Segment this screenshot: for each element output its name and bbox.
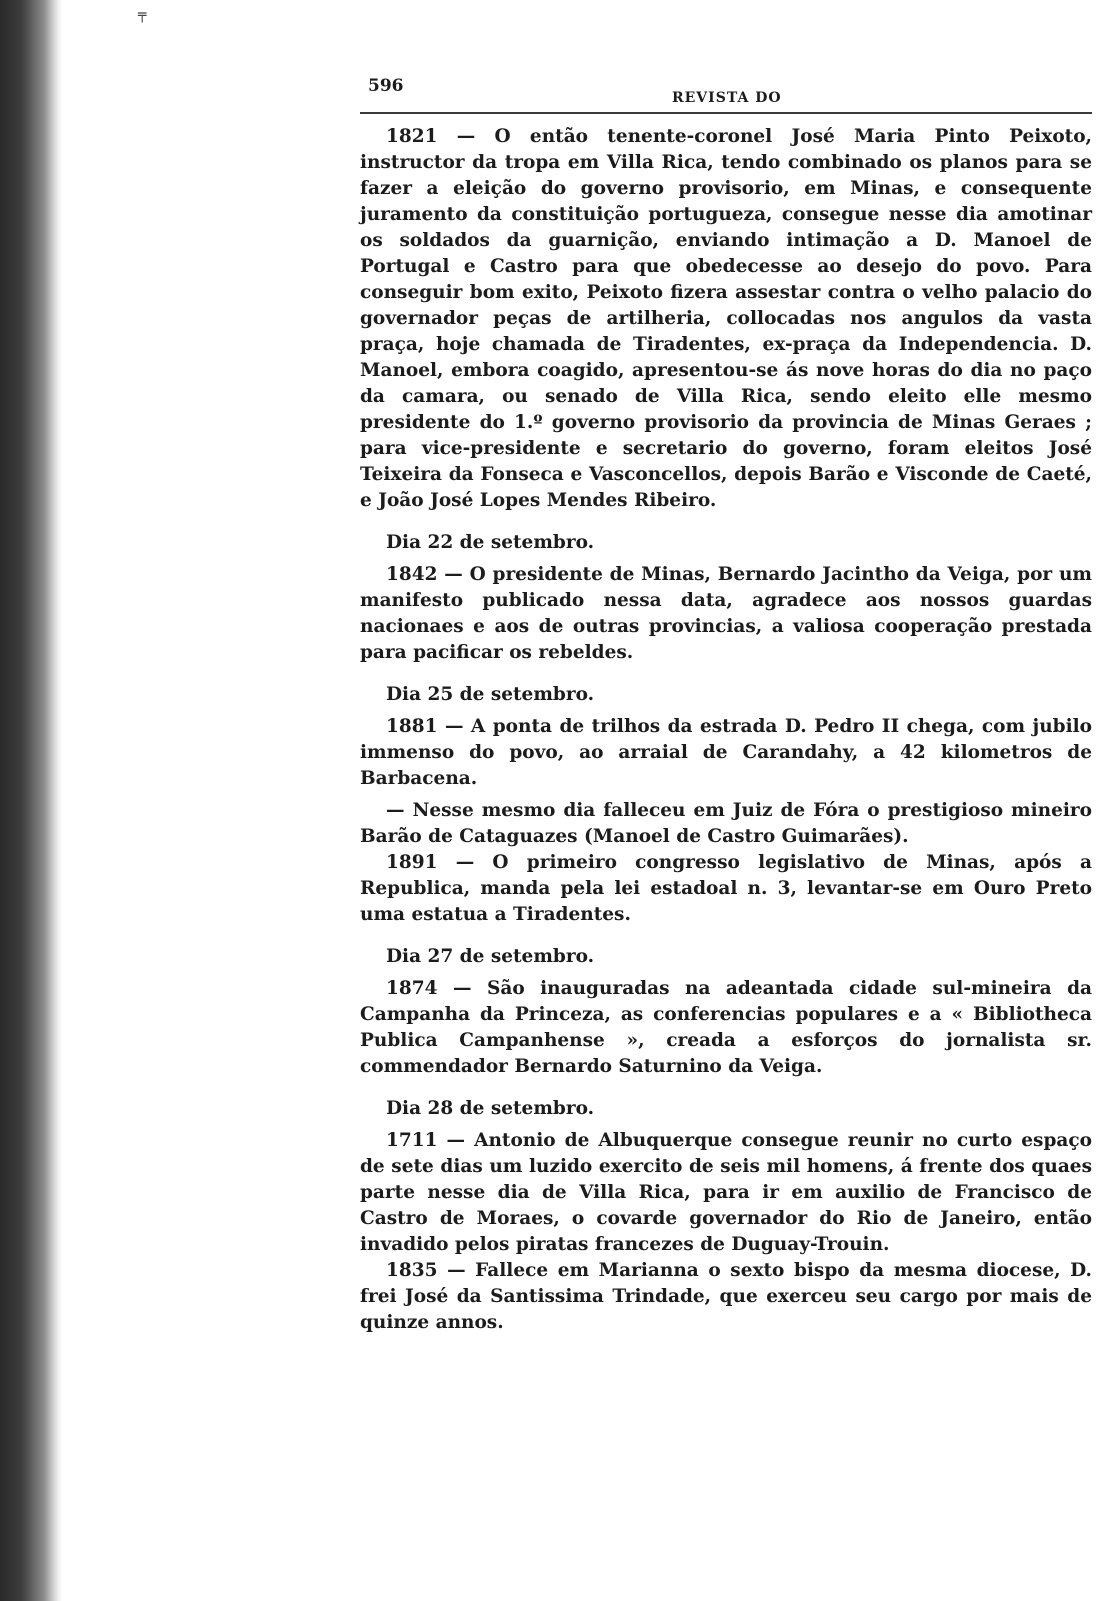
entry-1891: 1891 — O primeiro congresso legislativo de Minas, após a Republica, manda pela lei estadoal n. 3, levantar-se em Ouro Preto uma estatua a Tiradentes. xyxy=(360,852,1092,925)
entry-1842: 1842 — O presidente de Minas, Bernardo Jacintho da Veiga, por um manifesto publicado nessa data, agradece aos nossos guardas nacionaes e aos de outras provincias, a valiosa cooperação prestada para pacificar os rebeldes. xyxy=(360,564,1092,663)
book-binding-shadow xyxy=(0,0,62,1601)
date-heading-27: Dia 27 de setembro. xyxy=(386,946,595,967)
scan-mark: ╤ xyxy=(138,7,147,23)
entry-1821: 1821 — O então tenente-coronel José Maria Pinto Peixoto, instructor da tropa em Villa Rica, tendo combinado os planos para se fazer a eleição do governo provisorio, em Minas, e consequente juramento da constituição portugueza, consegue nesse dia amotinar os soldados da guarnição, enviando intimação a D. Manoel de Portugal e Castro para que obedecesse ao desejo do povo. Para conseguir bom exito, Peixoto fizera assestar contra o velho palacio do governador peças de artilheria, collocadas nos angulos da vasta praça, hoje chamada de Tiradentes, ex-praça da Independencia. D. Manoel, embora coagido, apresentou-se ás nove horas do dia no paço da camara, ou senado de Villa Rica, sendo eleito elle mesmo presidente do 1.º governo provisorio da provincia de Minas Geraes ; para vice-presidente e secretario do governo, foram eleitos José Teixeira da Fonseca e Vasconcellos, depois Barão e Visconde de Caeté, e João José Lopes Mendes Ribeiro. xyxy=(360,126,1092,511)
running-head: REVISTA DO xyxy=(672,90,782,106)
date-heading-25: Dia 25 de setembro. xyxy=(386,684,595,705)
page-header xyxy=(360,72,1092,114)
entry-1874: 1874 — São inauguradas na adeantada cidade sul-mineira da Campanha da Princeza, as conferencias populares e a « Bibliotheca Publica Campanhense », creada a esforços do jornalista sr. commendador Bernardo Saturnino da Veiga. xyxy=(360,978,1092,1077)
entry-1711: 1711 — Antonio de Albuquerque consegue reunir no curto espaço de sete dias um luzido exercito de seis mil homens, á frente dos quaes parte nesse dia de Villa Rica, para ir em auxilio de Francisco de Castro de Moraes, o covarde governador do Rio de Janeiro, então invadido pelos piratas francezes de Duguay-Trouin. xyxy=(360,1130,1092,1255)
date-heading-28: Dia 28 de setembro. xyxy=(386,1098,595,1119)
entry-same-day: — Nesse mesmo dia falleceu em Juiz de Fóra o prestigioso mineiro Barão de Cataguazes (Manoel de Castro Guimarães). xyxy=(360,800,1092,847)
page-body xyxy=(360,124,1092,1336)
entry-1881: 1881 — A ponta de trilhos da estrada D. Pedro II chega, com jubilo immenso do povo, ao arraial de Carandahy, a 42 kilometros de Barbacena. xyxy=(360,716,1092,789)
date-heading-22: Dia 22 de setembro. xyxy=(386,532,595,553)
book-page xyxy=(360,72,1092,1336)
entry-1835: 1835 — Fallece em Marianna o sexto bispo da mesma diocese, D. frei José da Santissima Trindade, que exerceu seu cargo por mais de quinze annos. xyxy=(360,1260,1092,1333)
page-number: 596 xyxy=(368,76,404,96)
